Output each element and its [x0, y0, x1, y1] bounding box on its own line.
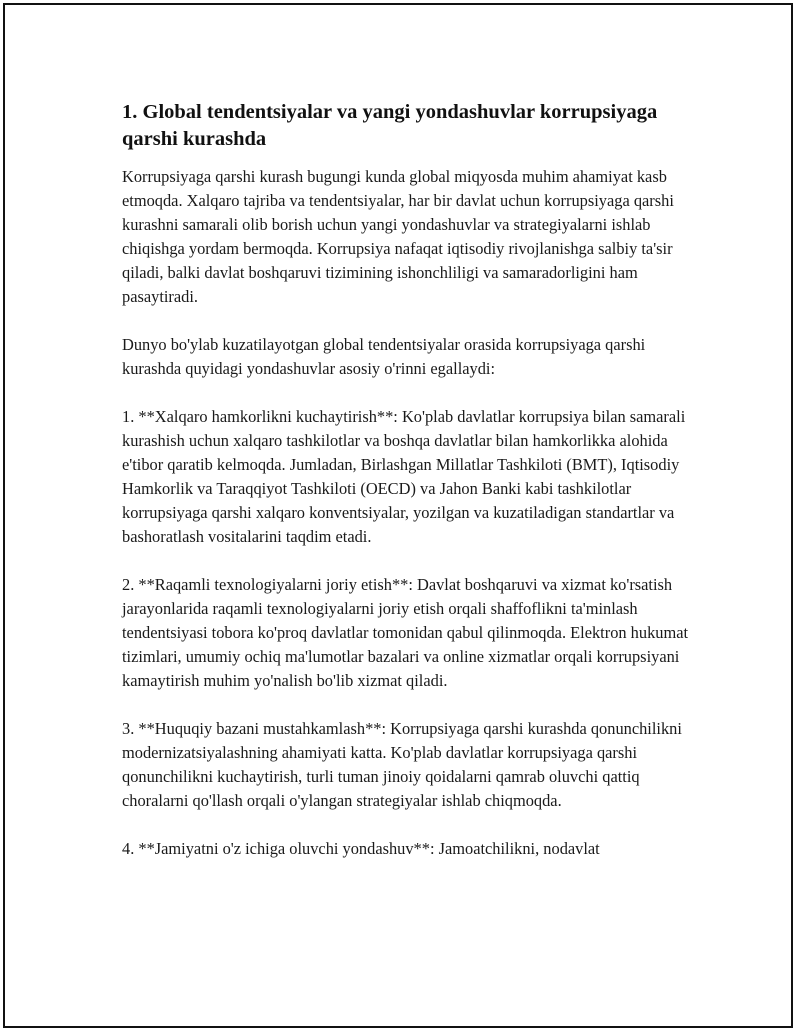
paragraph-intro: Korrupsiyaga qarshi kurash bugungi kunda global miqyosda muhim ahamiyat kasb etmoqda. Xalqaro tajriba va tendentsiyalar, har bir davlat uchun korrupsiyaga qarshi kurashni samarali olib borish uchun yangi yondashuvlar va strategiyalarni ishlab chiqishga yordam bermoqda. Korrupsiya nafaqat iqtisodiy rivojlanishga salbiy ta'sir qiladi, balki davlat boshqaruvi tizimining ishonchliligi va samaradorligini ham pasaytiradi. — [122, 167, 674, 306]
document-title: 1. Global tendentsiyalar va yangi yondashuvlar korrupsiyaga qarshi kurashda — [122, 101, 658, 150]
paragraph-item-3: 3. **Huquqiy bazani mustahkamlash**: Korrupsiyaga qarshi kurashda qonunchilikni modernizatsiyalashning ahamiyati katta. Ko'plab davlatlar korrupsiyaga qarshi qonunchilikni kuchaytirish, turli tuman jinoiy qoidalarni qamrab oluvchi qattiq choralarni qo'llash orqali o'ylangan strategiyalar ishlab chiqmoqda. — [122, 719, 682, 810]
paragraph-item-4: 4. **Jamiyatni o'z ichiga oluvchi yondashuv**: Jamoatchilikni, nodavlat — [122, 839, 600, 858]
page-frame — [3, 3, 793, 1028]
paragraph-item-2: 2. **Raqamli texnologiyalarni joriy etish**: Davlat boshqaruvi va xizmat ko'rsatish jarayonlarida raqamli texnologiyalarni joriy etish orqali shaffoflikni ta'minlash tendentsiyasi tobora ko'proq davlatlar tomonidan qabul qilinmoqda. Elektron hukumat tizimlari, umumiy ochiq ma'lumotlar bazalari va online xizmatlar orqali korrupsiyani kamaytirish muhim yo'nalish bo'lib xizmat qiladi. — [122, 575, 689, 690]
document-body — [122, 99, 702, 861]
paragraph-approaches-lead: Dunyo bo'ylab kuzatilayotgan global tendentsiyalar orasida korrupsiyaga qarshi kurashda quyidagi yondashuvlar asosiy o'rinni egallaydi: — [122, 335, 646, 378]
paragraph-item-1: 1. **Xalqaro hamkorlikni kuchaytirish**: Ko'plab davlatlar korrupsiya bilan samarali kurashish uchun xalqaro tashkilotlar va boshqa davlatlar bilan hamkorlikka alohida e'tibor qaratib kelmoqda. Jumladan, Birlashgan Millatlar Tashkiloti (BMT), Iqtisodiy Hamkorlik va Taraqqiyot Tashkiloti (OECD) va Jahon Banki kabi tashkilotlar korrupsiyaga qarshi xalqaro konventsiyalar, yozilgan va kuzatiladigan standartlar va bashoratlash vositalarini taqdim etadi. — [122, 407, 686, 546]
